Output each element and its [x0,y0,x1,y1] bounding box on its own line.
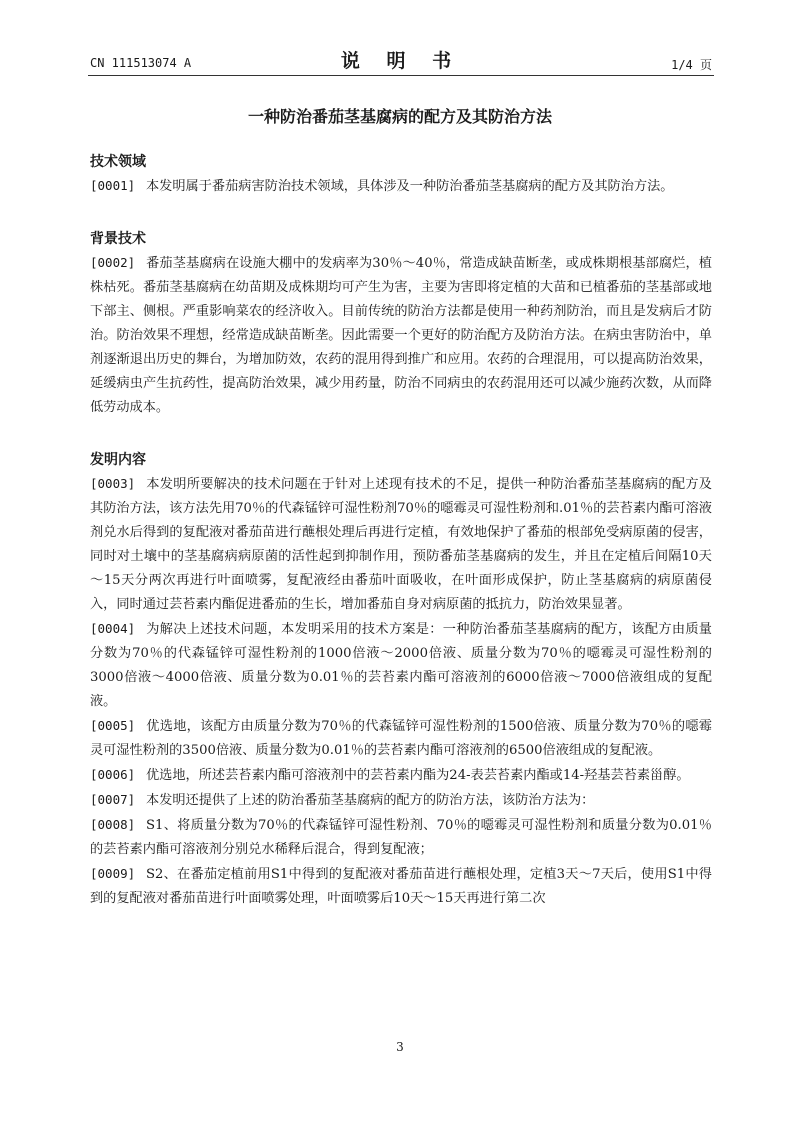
paragraph-number: [0002] [90,255,136,270]
paragraph-0003 [90,472,712,617]
paragraph-text: 优选地，所述芸苔素内酯可溶液剂中的芸苔素内酯为24-表芸苔素内酯或14-羟基芸苔素甾醇。 [146,768,690,783]
paragraph-number: [0005] [90,718,136,733]
paragraph-text: S2、在番茄定植前用S1中得到的复配液对番茄苗进行蘸根处理，定植3天～7天后，使用S1中得到的复配液对番茄苗进行叶面喷雾处理，叶面喷雾后10天～15天再进行第二次 [90,867,712,906]
paragraph-0008 [90,813,712,862]
page-header [90,44,712,74]
paragraph-text: 本发明所要解决的技术问题在于针对上述现有技术的不足，提供一种防治番茄茎基腐病的配方及其防治方法，该方法先用70％的代森锰锌可湿性粉剂70％的噁霉灵可湿性粉剂和.01％的芸苔素内酯可溶液剂兑水后得到的复配液对番茄苗进行蘸根处理后再进行定植，有效地保护了番茄的根部免受病原菌的侵害，同时对土壤中的茎基腐病病原菌的活性起到抑制作用，预防番茄茎基腐病的发生，并且在定植后间隔10天～15天分两次再进行叶面喷雾，复配液经由番茄叶面吸收，在叶面形成保护，防止茎基腐病的病原菌侵入，同时通过芸苔素内酯促进番茄的生长，增加番茄自身对病原菌的抵抗力，防治效果显著。 [90,477,712,612]
publication-number: CN 111513074 A [90,56,192,70]
section-heading-background: 背景技术 [90,231,146,247]
paragraph-text: 本发明属于番茄病害防治技术领域，具体涉及一种防治番茄茎基腐病的配方及其防治方法。 [146,179,674,194]
section-heading-invention: 发明内容 [90,452,146,468]
paragraph-0005 [90,714,712,763]
paragraph-0006 [90,763,712,788]
paragraph-0007 [90,788,712,813]
paragraph-0002 [90,251,712,420]
section-heading-tech-field: 技术领域 [90,154,146,170]
header-rule [88,75,714,76]
paragraph-number: [0007] [90,792,136,807]
paragraph-0001 [90,174,712,199]
paragraph-text: 优选地，该配方由质量分数为70％的代森锰锌可湿性粉剂的1500倍液、质量分数为70％的噁霉灵可湿性粉剂的3500倍液、质量分数为0.01％的芸苔素内酯可溶液剂的6500倍液组成的复配液。 [90,719,712,758]
document-body [90,150,712,911]
paragraph-0009 [90,862,712,911]
page-info: 1/4 页 [671,58,712,72]
document-title: 一种防治番茄茎基腐病的配方及其防治方法 [247,107,552,126]
paragraph-number: [0004] [90,621,136,636]
paragraph-0004 [90,617,712,714]
paragraph-number: [0006] [90,767,136,782]
paragraph-number: [0003] [90,476,136,491]
document-type: 说 明 书 [340,50,462,72]
paragraph-number: [0001] [90,178,136,193]
paragraph-number: [0009] [90,866,136,881]
paragraph-number: [0008] [90,817,136,832]
page-number: 3 [396,1040,404,1054]
paragraph-text: 本发明还提供了上述的防治番茄茎基腐病的配方的防治方法，该防治方法为： [146,793,595,808]
paragraph-text: S1、将质量分数为70％的代森锰锌可湿性粉剂、70％的噁霉灵可湿性粉剂和质量分数为0.01％的芸苔素内酯可溶液剂分别兑水稀释后混合，得到复配液； [90,818,712,857]
paragraph-text: 番茄茎基腐病在设施大棚中的发病率为30％～40％，常造成缺苗断垄，或成株期根基部腐烂，植株枯死。番茄茎基腐病在幼苗期及成株期均可产生为害，主要为害即将定植的大苗和已植番茄的茎基部或地下部主、侧根。严重影响菜农的经济收入。目前传统的防治方法都是使用一种药剂防治，而且是发病后才防治。防治效果不理想，经常造成缺苗断垄。因此需要一个更好的防治配方及防治方法。在病虫害防治中，单剂逐渐退出历史的舞台，为增加防效，农药的混用得到推广和应用。农药的合理混用，可以提高防治效果，延缓病虫产生抗药性，提高防治效果，减少用药量，防治不同病虫的农药混用还可以减少施药次数，从而降低劳动成本。 [90,256,712,415]
paragraph-text: 为解决上述技术问题，本发明采用的技术方案是：一种防治番茄茎基腐病的配方，该配方由质量分数为70％的代森锰锌可湿性粉剂的1000倍液～2000倍液、质量分数为70％的噁霉灵可湿性粉剂的3000倍液～4000倍液、质量分数为0.01％的芸苔素内酯可溶液剂的6000倍液～7000倍液组成的复配液。 [90,622,712,709]
